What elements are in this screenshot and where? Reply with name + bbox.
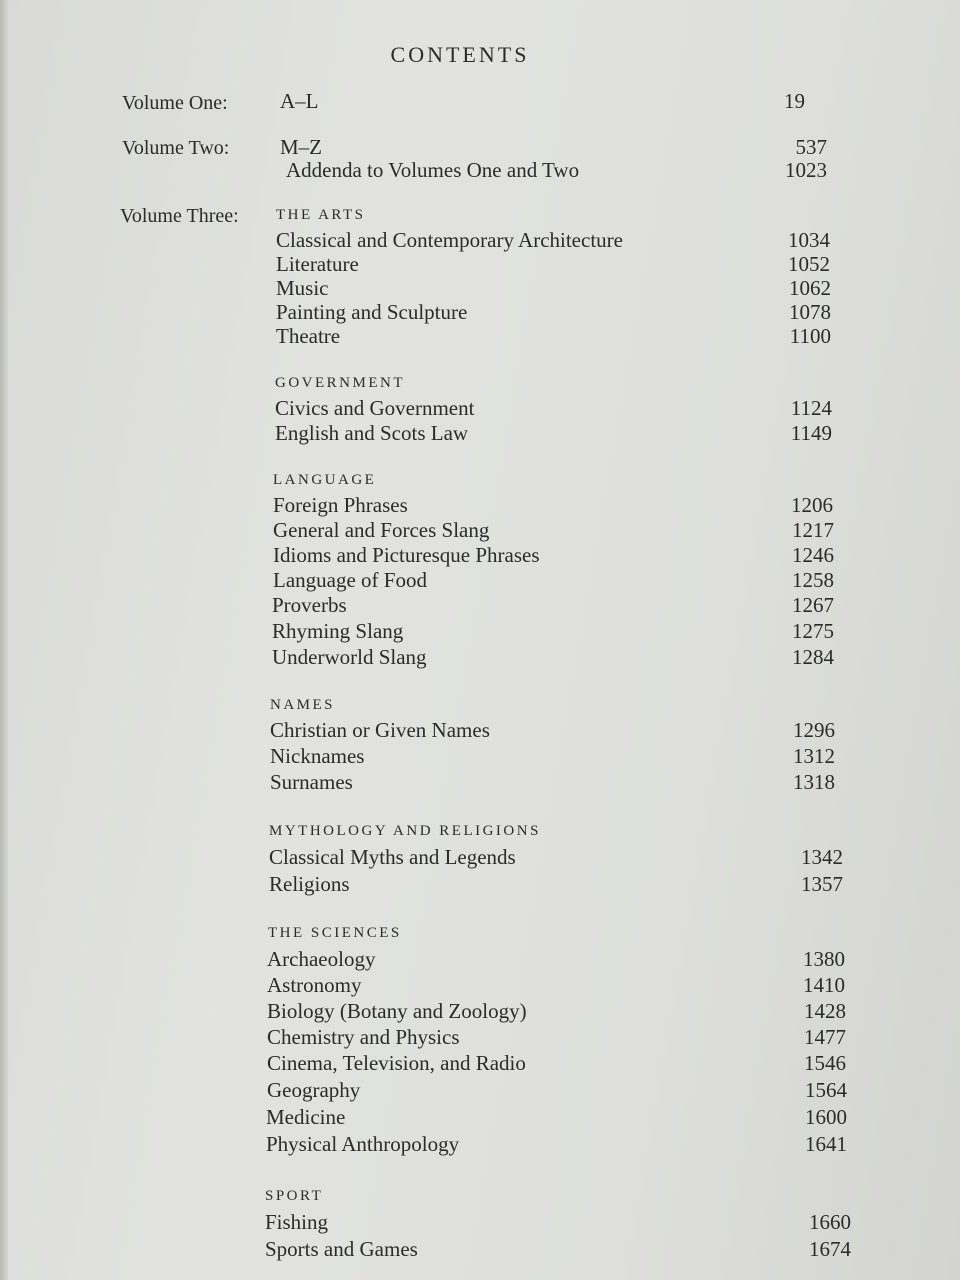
entry-page: 1674 xyxy=(809,1237,851,1261)
entry-title: Surnames xyxy=(270,770,353,794)
toc-entry xyxy=(276,276,836,302)
entry-title: Biology (Botany and Zoology) xyxy=(267,999,527,1023)
section-heading-language: LANGUAGE xyxy=(273,472,377,488)
section-heading-the-arts: THE ARTS xyxy=(276,207,366,223)
toc-entry xyxy=(269,872,844,898)
toc-entry xyxy=(269,845,844,871)
toc-entry xyxy=(270,770,840,796)
toc-entry xyxy=(275,421,835,447)
toc-entry xyxy=(267,973,847,999)
toc-entry xyxy=(265,1237,855,1263)
entry-title: M–Z xyxy=(280,135,322,159)
entry-page: 1078 xyxy=(789,300,831,324)
entry-page: 1023 xyxy=(785,158,827,182)
entry-title: Theatre xyxy=(276,324,341,348)
entry-title: Medicine xyxy=(266,1105,346,1129)
entry-page: 1410 xyxy=(803,973,845,997)
entry-title: Foreign Phrases xyxy=(273,493,408,517)
toc-entry xyxy=(267,1025,847,1051)
entry-page: 1124 xyxy=(790,396,832,420)
toc-entry xyxy=(276,300,836,326)
entry-page: 1052 xyxy=(788,252,830,276)
entry-page: 19 xyxy=(784,89,805,113)
entry-page: 1062 xyxy=(789,276,831,300)
entry-page: 1100 xyxy=(789,324,831,348)
toc-entry xyxy=(273,518,838,544)
entry-page: 1206 xyxy=(791,493,833,517)
section-heading-sport: SPORT xyxy=(265,1188,324,1204)
entry-title: Religions xyxy=(269,872,350,896)
entry-page: 1600 xyxy=(805,1105,847,1129)
toc-entry xyxy=(272,645,837,671)
entry-title: Cinema, Television, and Radio xyxy=(267,1051,526,1075)
toc-entry xyxy=(272,619,837,645)
volume-two-label: Volume Two: xyxy=(122,137,230,159)
entry-title: English and Scots Law xyxy=(275,421,469,445)
entry-title: Language of Food xyxy=(273,568,427,592)
section-heading-mythology-and-religions: MYTHOLOGY AND RELIGIONS xyxy=(269,823,541,839)
entry-page: 1284 xyxy=(792,645,834,669)
entry-page: 1275 xyxy=(792,619,834,643)
entry-title: Idioms and Picturesque Phrases xyxy=(273,543,540,567)
toc-entry xyxy=(276,228,836,254)
toc-entry xyxy=(267,947,847,973)
entry-title: Archaeology xyxy=(267,947,376,971)
toc-entry xyxy=(272,593,837,619)
entry-title: Classical and Contemporary Architecture xyxy=(276,228,623,252)
toc-entry xyxy=(280,89,830,115)
entry-page: 1034 xyxy=(788,228,830,252)
entry-page: 1380 xyxy=(803,947,845,971)
entry-title: Music xyxy=(276,276,329,300)
entry-page: 1246 xyxy=(792,543,834,567)
entry-page: 1564 xyxy=(805,1078,847,1102)
entry-page: 1546 xyxy=(804,1051,846,1075)
toc-entry xyxy=(266,1132,846,1158)
toc-entry xyxy=(267,999,847,1025)
entry-page: 1357 xyxy=(801,872,843,896)
toc-entry xyxy=(275,396,835,422)
entry-page: 1149 xyxy=(790,421,832,445)
entry-title: General and Forces Slang xyxy=(273,518,490,542)
entry-title: Rhyming Slang xyxy=(272,619,404,643)
section-heading-the-sciences: THE SCIENCES xyxy=(268,925,402,941)
entry-page: 1641 xyxy=(805,1132,847,1156)
toc-entry xyxy=(273,543,838,569)
toc-entry xyxy=(276,252,836,278)
entry-page: 1342 xyxy=(801,845,843,869)
entry-page: 1296 xyxy=(793,718,835,742)
entry-page: 1318 xyxy=(793,770,835,794)
entry-title: Proverbs xyxy=(272,593,347,617)
entry-page: 537 xyxy=(795,135,827,159)
entry-page: 1477 xyxy=(804,1025,846,1049)
entry-page: 1258 xyxy=(792,568,834,592)
toc-entry xyxy=(276,324,836,350)
toc-entry xyxy=(265,1210,855,1236)
toc-entry xyxy=(267,1051,847,1077)
toc-entry xyxy=(286,158,836,184)
toc-entry xyxy=(270,744,840,770)
entry-title: Civics and Government xyxy=(275,396,475,420)
entry-page: 1428 xyxy=(804,999,846,1023)
entry-page: 1217 xyxy=(792,518,834,542)
entry-page: 1312 xyxy=(793,744,835,768)
entry-title: Chemistry and Physics xyxy=(267,1025,460,1049)
entry-title: Physical Anthropology xyxy=(266,1132,460,1156)
entry-page: 1660 xyxy=(809,1210,851,1234)
entry-title: Geography xyxy=(267,1078,361,1102)
entry-title: Fishing xyxy=(265,1210,329,1234)
page-title: CONTENTS xyxy=(390,42,530,67)
entry-title: Astronomy xyxy=(267,973,362,997)
entry-title: Christian or Given Names xyxy=(270,718,490,742)
entry-title: Nicknames xyxy=(270,744,365,768)
entry-title: Literature xyxy=(276,252,359,276)
toc-entry xyxy=(266,1105,846,1131)
section-heading-government: GOVERNMENT xyxy=(275,375,405,391)
entry-title: Painting and Sculpture xyxy=(276,300,468,324)
entry-title: Sports and Games xyxy=(265,1237,418,1261)
entry-title: Classical Myths and Legends xyxy=(269,845,516,869)
volume-three-label: Volume Three: xyxy=(120,205,239,227)
toc-entry xyxy=(267,1078,847,1104)
entry-title: Addenda to Volumes One and Two xyxy=(286,158,580,182)
section-heading-names: NAMES xyxy=(270,697,336,713)
entry-title: A–L xyxy=(280,89,319,113)
volume-one-label: Volume One: xyxy=(122,92,228,114)
entry-page: 1267 xyxy=(792,593,834,617)
entry-title: Underworld Slang xyxy=(272,645,427,669)
toc-entry xyxy=(273,568,838,594)
toc-entry xyxy=(273,493,838,519)
toc-entry xyxy=(270,718,840,744)
